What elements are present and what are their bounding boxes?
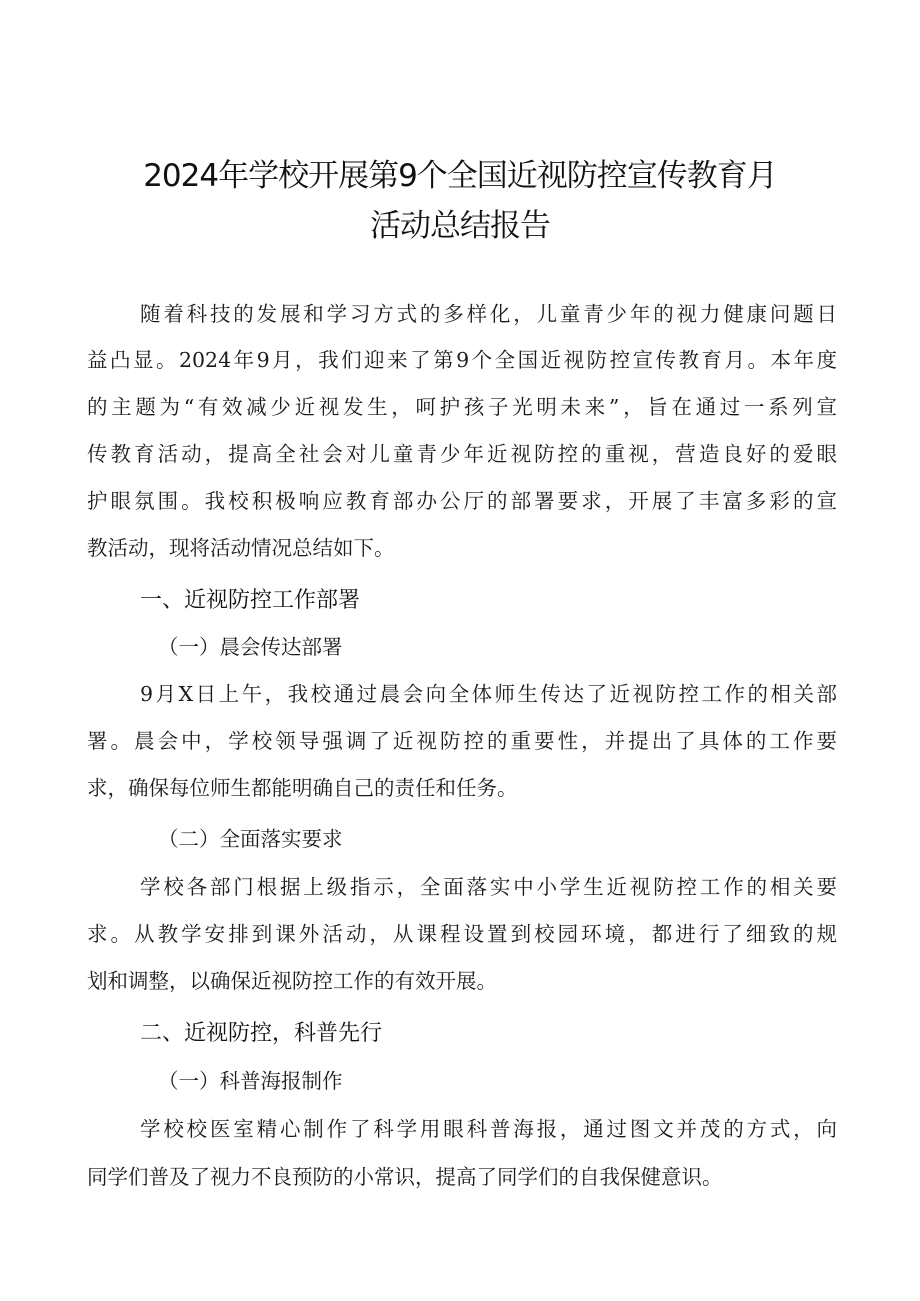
section-2-sub-1-heading: （一）科普海报制作 — [158, 1069, 343, 1093]
section-1-heading: 一、近视防控工作部署 — [140, 588, 361, 613]
section-1-sub-2-line-2: 求。从教学安排到课外活动，从课程设置到校园环境，都进行了细致的规 — [87, 922, 837, 946]
intro-line-5: 护眼氛围。我校积极响应教育部办公厅的部署要求，开展了丰富多彩的宣 — [87, 489, 837, 513]
intro-line-6: 教活动，现将活动情况总结如下。 — [87, 536, 395, 560]
document-title-line-1: 2024年学校开展第9个全国近视防控宣传教育月 — [143, 158, 777, 194]
section-1-sub-2-line-1: 学校各部门根据上级指示，全面落实中小学生近视防控工作的相关要 — [140, 875, 837, 899]
intro-line-2: 益凸显。2024年9月，我们迎来了第9个全国近视防控宣传教育月。本年度 — [87, 348, 837, 372]
document-title-line-2: 活动总结报告 — [370, 208, 550, 244]
section-2-sub-1-line-2: 同学们普及了视力不良预防的小常识，提高了同学们的自我保健意识。 — [87, 1165, 723, 1189]
section-1-sub-1-heading: （一）晨会传达部署 — [158, 635, 343, 659]
section-2-sub-1-line-1: 学校校医室精心制作了科学用眼科普海报，通过图文并茂的方式，向 — [140, 1117, 837, 1141]
section-1-sub-1-line-3: 求，确保每位师生都能明确自己的责任和任务。 — [87, 776, 518, 800]
section-1-sub-2-heading: （二）全面落实要求 — [158, 827, 343, 851]
intro-line-1: 随着科技的发展和学习方式的多样化，儿童青少年的视力健康问题日 — [140, 302, 837, 326]
section-2-heading: 二、近视防控，科普先行 — [140, 1021, 383, 1046]
intro-line-4: 传教育活动，提高全社会对儿童青少年近视防控的重视，营造良好的爱眼 — [87, 442, 837, 466]
section-1-sub-2-line-3: 划和调整，以确保近视防控工作的有效开展。 — [87, 969, 497, 993]
section-1-sub-1-line-2: 署。晨会中，学校领导强调了近视防控的重要性，并提出了具体的工作要 — [87, 729, 837, 753]
section-1-sub-1-line-1: 9月X日上午，我校通过晨会向全体师生传达了近视防控工作的相关部 — [140, 682, 837, 706]
intro-line-3: 的主题为“有效减少近视发生，呵护孩子光明未来”，旨在通过一系列宣 — [87, 395, 837, 419]
